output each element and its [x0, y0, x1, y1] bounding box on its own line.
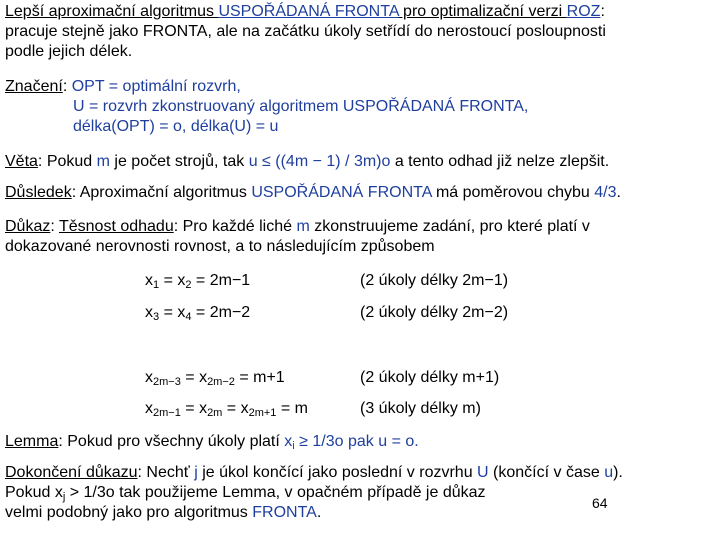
- row2-sub2: 4: [185, 311, 192, 323]
- proof-colon: :: [50, 218, 59, 235]
- finish-label: Dokončení důkazu: [5, 464, 138, 481]
- row1-sub2: 2: [185, 279, 192, 291]
- theorem-text-b: je počet strojů, tak: [109, 153, 249, 170]
- proof-text-a: : Pro každé liché: [173, 218, 297, 235]
- row1-sub1: 1: [153, 279, 160, 291]
- lemma-text-b: ≥ 1/3o pak u = o.: [294, 433, 419, 450]
- theorem-label: Věta: [5, 153, 38, 170]
- row2-rhs: = 2m−2: [191, 304, 251, 321]
- finish-line2-sub-j: j: [62, 491, 66, 503]
- row4-sub1: 2m−1: [153, 407, 181, 419]
- finish-line2-b: > 1/3o tak použijeme Lemma, v opačném případě je důkaz: [65, 484, 486, 501]
- row1-note: (2 úkoly délky 2m−1): [360, 272, 509, 289]
- lemma-x: x: [284, 433, 293, 450]
- row4-eq2: = x: [222, 400, 249, 417]
- row3-x: x: [145, 369, 153, 386]
- notation-colon: :: [62, 78, 72, 95]
- lemma: [5, 432, 419, 452]
- intro-heading: Lepší aproximační algoritmus: [5, 3, 214, 20]
- row2-x: x: [145, 304, 153, 321]
- lemma-label: Lemma: [5, 433, 59, 450]
- row3-sub2: 2m−2: [207, 376, 235, 388]
- proof-m: m: [296, 218, 310, 235]
- theorem-text-a: : Pokud: [37, 153, 97, 170]
- intro-block: [5, 2, 606, 62]
- row3-eq: = x: [180, 369, 208, 386]
- page-number: 64: [592, 495, 608, 511]
- corollary-label: Důsledek: [5, 184, 72, 201]
- notation-line-2-prefix: U = rozvrh zkonstruovaný algoritmem: [73, 98, 343, 115]
- intro-colon: :: [600, 3, 605, 20]
- row4-x: x: [145, 400, 153, 417]
- finish-line3-a: velmi podobný jako pro algoritmus: [5, 504, 253, 521]
- theorem-inequality: u ≤ ((4m − 1) / 3m)o: [248, 153, 391, 170]
- intro-roz: ROZ: [566, 3, 601, 20]
- intro-line-3: podle jejich délek.: [5, 43, 133, 60]
- finish-text-b: je úkol končící jako poslední v rozvrhu: [197, 464, 478, 481]
- theorem: [5, 152, 609, 172]
- notation-block: [5, 77, 528, 137]
- proof-line-2: dokazované nerovnosti rovnost, a to následujícím způsobem: [5, 238, 435, 255]
- row1-eq: = x: [159, 272, 186, 289]
- intro-algo: USPOŘÁDANÁ FRONTA: [218, 3, 399, 20]
- row1-rhs: = 2m−1: [191, 272, 251, 289]
- intro-line-2: pracuje stejně jako FRONTA, ale na začátku úkoly setřídí do nerostoucí posloupnosti: [5, 23, 606, 40]
- row2-note: (2 úkoly délky 2m−2): [360, 304, 509, 321]
- finish-U: U: [477, 464, 489, 481]
- equation-row-3: [145, 368, 285, 388]
- proof-text-b: zkonstruujeme zadání, pro které platí v: [309, 218, 590, 235]
- corollary-algo: USPOŘÁDANÁ FRONTA: [251, 184, 432, 201]
- equation-row-4: [145, 399, 308, 419]
- intro-for-opt: pro optimalizační verzi: [398, 3, 567, 20]
- corollary-dot: .: [616, 184, 621, 201]
- finish-line2-a: Pokud x: [5, 484, 63, 501]
- row2-sub1: 3: [153, 311, 160, 323]
- notation-label: Značení: [5, 78, 63, 95]
- row2-eq: = x: [159, 304, 186, 321]
- finish-j: j: [194, 464, 198, 481]
- corollary-text-a: : Aproximační algoritmus: [71, 184, 252, 201]
- row3-note: (2 úkoly délky m+1): [360, 369, 500, 386]
- finish-line3-dot: .: [316, 504, 322, 521]
- proof-block: [5, 217, 590, 257]
- finish-text-c: (končící v čase: [488, 464, 605, 481]
- row4-sub2: 2m: [207, 407, 223, 419]
- notation-line-2-algo: USPOŘÁDANÁ FRONTA,: [342, 98, 529, 115]
- equation-row-2: [145, 303, 250, 323]
- finish-text-a: : Nechť: [137, 464, 195, 481]
- theorem-text-c: a tento odhad již nelze zlepšit.: [390, 153, 610, 170]
- proof-tightness: Těsnost odhadu: [58, 218, 174, 235]
- corollary-ratio: 4/3: [594, 184, 617, 201]
- notation-line-3: délka(OPT) = o, délka(U) = u: [73, 118, 279, 135]
- finish-text-d: ).: [613, 464, 623, 481]
- row4-rhs: = m: [276, 400, 308, 417]
- finish-block: [5, 463, 623, 523]
- row4-note: (3 úkoly délky m): [360, 400, 481, 417]
- proof-label: Důkaz: [5, 218, 51, 235]
- lemma-sub-i: i: [292, 440, 295, 452]
- row1-x: x: [145, 272, 153, 289]
- theorem-m: m: [96, 153, 110, 170]
- lemma-text-a: : Pokud pro všechny úkoly platí: [58, 433, 285, 450]
- row4-eq1: = x: [180, 400, 208, 417]
- row4-sub3: 2m+1: [248, 407, 277, 419]
- finish-u: u: [604, 464, 614, 481]
- row3-rhs: = m+1: [234, 369, 285, 386]
- corollary-text-b: má poměrovou chybu: [431, 184, 595, 201]
- corollary: [5, 183, 621, 203]
- finish-line3-algo: FRONTA: [252, 504, 317, 521]
- notation-line-1: OPT = optimální rozvrh,: [71, 78, 241, 95]
- row3-sub1: 2m−3: [153, 376, 181, 388]
- equation-row-1: [145, 271, 250, 291]
